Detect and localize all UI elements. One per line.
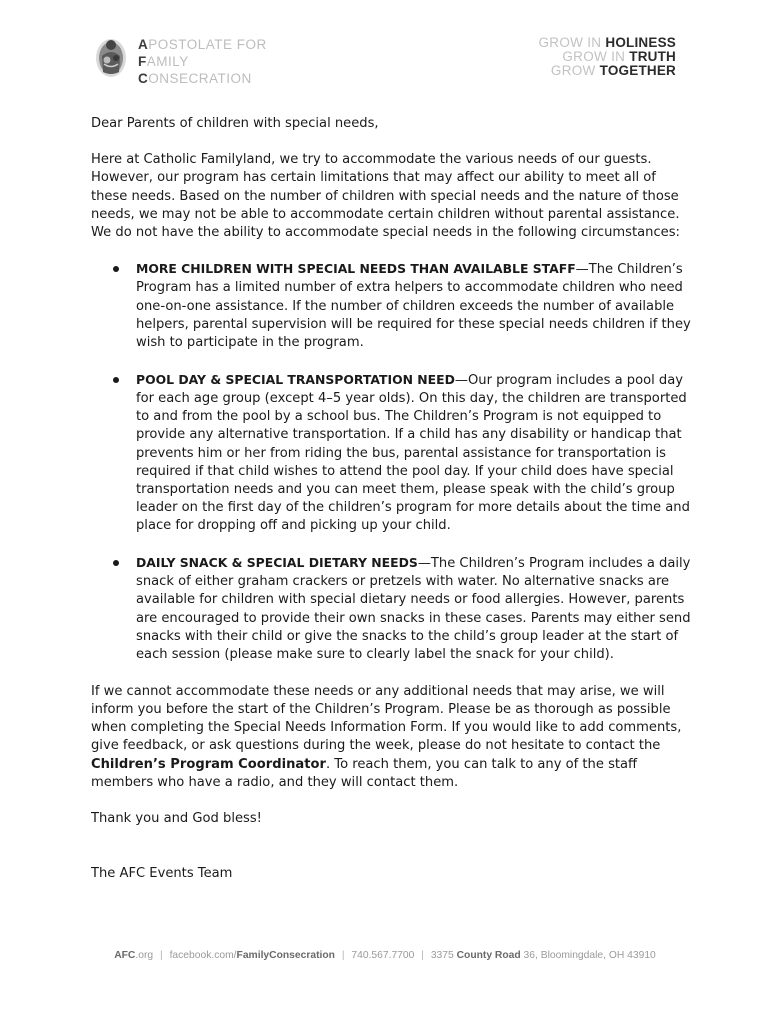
org-line-3: CONSECRATION xyxy=(138,71,252,86)
org-line-2: FAMILY xyxy=(138,54,189,69)
item-title: POOL DAY & SPECIAL TRANSPORTATION NEED xyxy=(136,371,455,387)
letter-body xyxy=(91,115,691,883)
salutation: Dear Parents of children with special needs, xyxy=(91,116,379,131)
item-title: MORE CHILDREN WITH SPECIAL NEEDS THAN AVAILABLE STAFF xyxy=(136,261,576,277)
footer-separator: | xyxy=(160,950,163,961)
item-text: —The Children’s Program has a limited number of extra helpers to accommodate children who need one-on-one assistance. If the number of children exceeds the number of available helpers, parental supervision will be required for these special needs children if they wish to participate in the program. xyxy=(136,262,691,351)
footer-website: AFC.org xyxy=(114,950,154,961)
signature: The AFC Events Team xyxy=(91,866,233,882)
closing-paragraph: If we cannot accommodate these needs or any additional needs that may arise, we will inform you before the start of the Children’s Program. Please be as thorough as possible when completing the Special Needs Information Form. If you would like to add comments, give feedback, or ask questions during the week, please do not hesitate to contact the Children’s Program Coordinator. To reach them, you can talk to any of the staff members who have a radio, and they will contact them. xyxy=(91,683,682,790)
bullet-icon xyxy=(113,560,119,566)
bullet-icon xyxy=(113,266,119,272)
organization-name xyxy=(138,36,267,87)
tagline-line-1: GROW IN HOLINESS xyxy=(538,35,676,50)
item-text: —The Children’s Program includes a daily snack of either graham crackers or pretzels with water. No alternative snacks are available for children with special dietary needs or food allergies. However, parents are encouraged to provide their own snacks in these cases. Parents may either send snacks with their child or give the snacks to the child’s group leader at the start of each session (please make sure to clearly label the snack for your child). xyxy=(136,556,691,663)
footer-separator: | xyxy=(341,950,345,961)
tagline-line-3: GROW TOGETHER xyxy=(550,63,676,78)
tagline xyxy=(538,36,676,78)
list-item xyxy=(91,260,691,352)
intro-paragraph: Here at Catholic Familyland, we try to accommodate the various needs of our guests. However, our program has certain limitations that may affect our ability to meet all of these needs. Based on the number of children with special needs and the nature of those needs, we may not be able to accommodate certain children without parental assistance. We do not have the ability to accommodate special needs in the following circumstances: xyxy=(91,152,680,241)
item-title: DAILY SNACK & SPECIAL DIETARY NEEDS xyxy=(136,555,418,571)
tagline-line-2: GROW IN TRUTH xyxy=(562,49,676,64)
footer-separator: | xyxy=(421,950,424,961)
thanks-line: Thank you and God bless! xyxy=(91,811,262,826)
footer xyxy=(0,950,770,961)
footer-address: 3375 County Road 36, Bloomingdale, OH 43910 xyxy=(430,950,656,961)
org-line-1: APOSTOLATE FOR xyxy=(138,37,267,52)
coordinator-title: Children’s Program Coordinator xyxy=(91,756,326,772)
list-item xyxy=(91,371,691,536)
list-item xyxy=(91,554,691,664)
apostolate-logo-icon xyxy=(94,34,128,78)
bullet-icon xyxy=(113,377,119,383)
item-text: —Our program includes a pool day for each age group (except 4–5 year olds). On this day, the children are transported to and from the pool by a school bus. The Children’s Program is not equipped to provide any alternative transportation. If a child has any disability or handicap that prevents him or her from riding the bus, parental assistance for transportation is required if that child wishes to attend the pool day. If your child does have special transportation needs and you can meet them, please speak with the child’s group leader on the first day of the children’s program for more details about the time and place for dropping off and picking up your child. xyxy=(136,372,690,534)
footer-facebook: facebook.com/FamilyConsecration xyxy=(169,950,335,961)
footer-phone: 740.567.7700 xyxy=(351,950,415,961)
circumstances-list xyxy=(91,260,691,664)
